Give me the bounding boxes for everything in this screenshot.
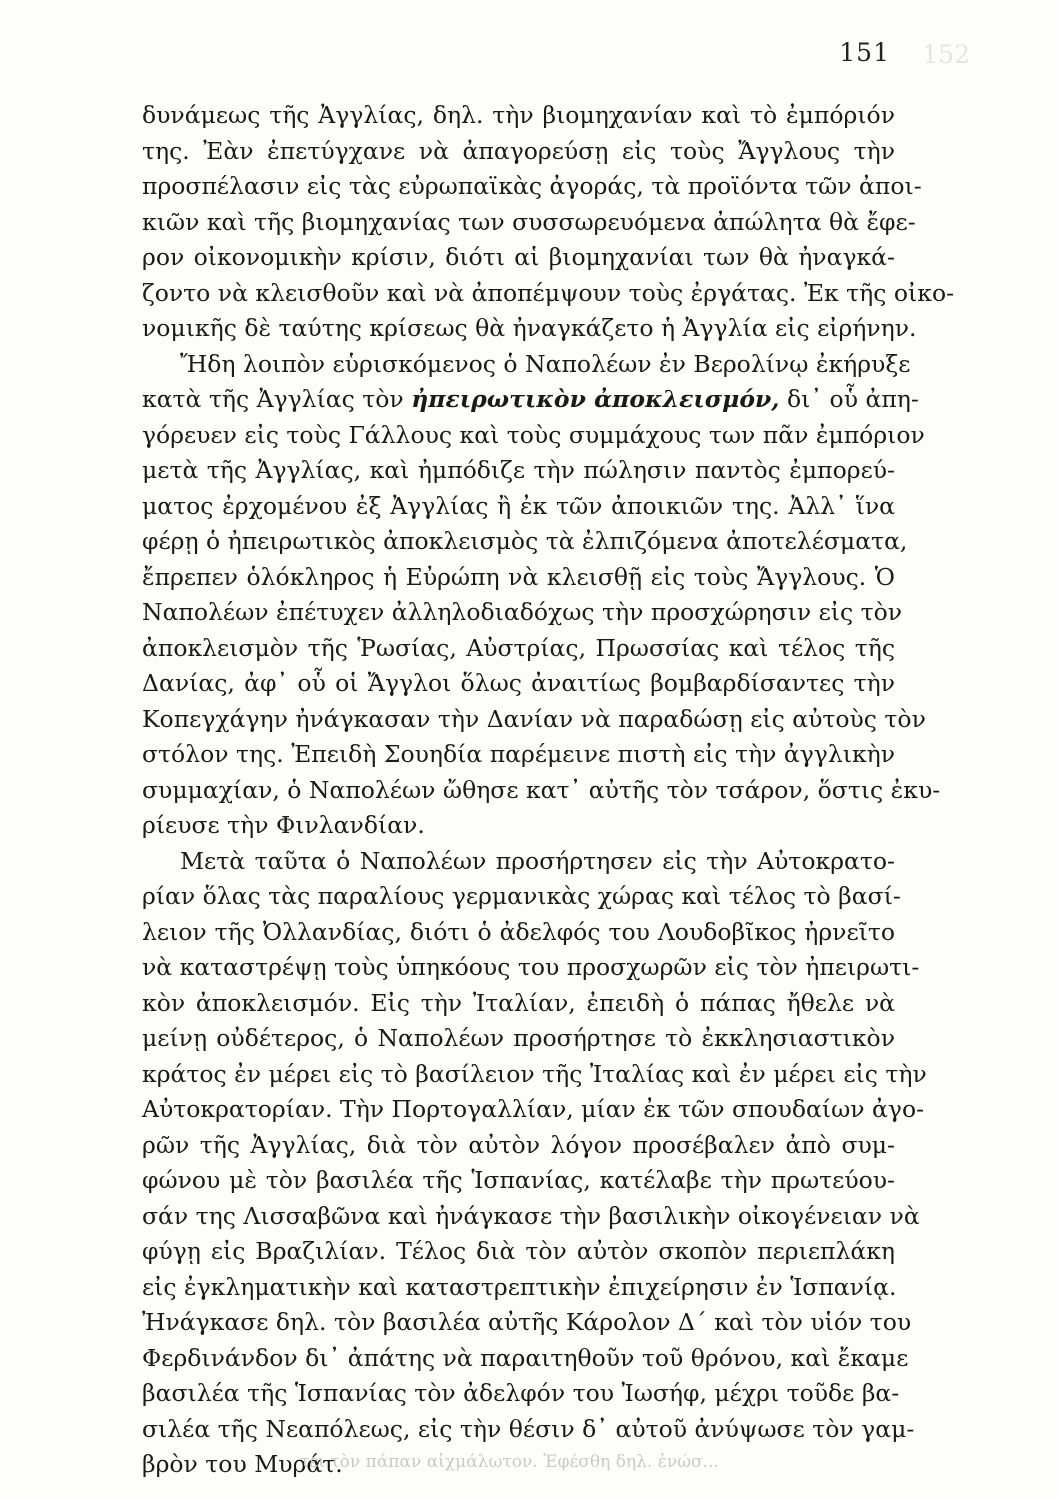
text-line bbox=[142, 382, 919, 418]
text-line: μείνῃ οὐδέτερος, ὁ Ναπολέων προσήρτησε τὸ ἐκκλησιαστικὸν bbox=[142, 1024, 895, 1052]
text-line: βασιλέα τῆς Ἱσπανίας τὸν ἀδελφόν του Ἰωσήφ, μέχρι τοῦδε βα- bbox=[142, 1379, 900, 1407]
text-line: Κοπεγχάγην ἠνάγκασαν τὴν Δανίαν νὰ παραδώσῃ εἰς αὐτοὺς τὸν bbox=[142, 704, 926, 733]
text-line: ρίαν ὅλας τὰς παραλίους γερμανικὰς χώρας καὶ τέλος τὸ βασί- bbox=[142, 882, 901, 910]
text-line: μετὰ τῆς Ἀγγλίας, καὶ ἠμπόδιζε τὴν πώλησιν παντὸς ἐμπορεύ- bbox=[142, 456, 895, 484]
text-line: φύγῃ εἰς Βραζιλίαν. Τέλος διὰ τὸν αὐτὸν σκοπὸν περιεπλάκη bbox=[142, 1237, 895, 1265]
text-line: νομικῆς δὲ ταύτης κρίσεως θὰ ἠναγκάζετο ἡ Ἀγγλία εἰς εἰρήνην. bbox=[142, 314, 917, 342]
text-line: φώνου μὲ τὸν βασιλέα τῆς Ἱσπανίας, κατέλαβε τὴν πρωτεύου- bbox=[142, 1166, 895, 1194]
bleed-through-text: τει τὸν πάπαν αἰχμάλωτον. Ἐφέσθη δηλ. ἐνώσ... bbox=[300, 1452, 719, 1472]
text-line: εἰς ἐγκληματικὴν καὶ καταστρεπτικὴν ἐπιχείρησιν ἐν Ἱσπανίᾳ. bbox=[142, 1272, 897, 1301]
emphasized-term: ἠπειρωτικὸν ἀποκλεισμόν, bbox=[411, 385, 780, 413]
page-number: 151 bbox=[839, 38, 890, 67]
text-line: σιλέα τῆς Νεαπόλεως, εἰς τὴν θέσιν δ᾽ αὐτοῦ ἀνύψωσε τὸν γαμ- bbox=[142, 1414, 915, 1443]
text-line: της. Ἐὰν ἐπετύγχανε νὰ ἀπαγορεύσῃ εἰς τοὺς Ἄγγλους τὴν bbox=[142, 136, 895, 165]
text-line: ἀποκλεισμὸν τῆς Ῥωσίας, Αὐστρίας, Πρωσσίας καὶ τέλος τῆς bbox=[142, 633, 895, 662]
text-line: Φερδινάνδον δι᾽ ἀπάτης νὰ παραιτηθοῦν τοῦ θρόνου, καὶ ἔκαμε bbox=[142, 1343, 909, 1372]
text-line: λειον τῆς Ὀλλανδίας, διότι ὁ ἀδελφός του Λουδοβῖκος ἠρνεῖτο bbox=[142, 917, 895, 946]
text-line: ματος ἐρχομένου ἐξ Ἀγγλίας ἢ ἐκ τῶν ἀποικιῶν της. Ἀλλ᾽ ἵνα bbox=[142, 491, 895, 520]
text-line: συμμαχίαν, ὁ Ναπολέων ὤθησε κατ᾽ αὐτῆς τὸν τσάρον, ὅστις ἐκυ- bbox=[142, 775, 941, 804]
text-line: ρίευσε τὴν Φινλανδίαν. bbox=[142, 811, 425, 839]
text-line: Αὐτοκρατορίαν. Τὴν Πορτογαλλίαν, μίαν ἐκ τῶν σπουδαίων ἀγο- bbox=[142, 1095, 925, 1123]
text-line: δυνάμεως τῆς Ἀγγλίας, δηλ. τὴν βιομηχανίαν καὶ τὸ ἐμπόριόν bbox=[142, 101, 895, 129]
text-line: ρῶν τῆς Ἀγγλίας, διὰ τὸν αὐτὸν λόγον προσέβαλεν ἀπὸ συμ- bbox=[142, 1130, 895, 1159]
body-text bbox=[142, 98, 955, 1483]
text-line: προσπέλασιν εἰς τὰς εὐρωπαϊκὰς ἀγοράς, τὰ προϊόντα τῶν ἀποι- bbox=[142, 172, 922, 200]
text-line: ἔπρεπεν ὁλόκληρος ἡ Εὐρώπη νὰ κλεισθῇ εἰς τοὺς Ἄγγλους. Ὁ bbox=[142, 562, 895, 591]
text-run: κατὰ τῆς Ἀγγλίας τὸν bbox=[142, 385, 412, 413]
text-line: Ναπολέων ἐπέτυχεν ἀλληλοδιαδόχως τὴν προσχώρησιν εἰς τὸν bbox=[142, 598, 903, 626]
text-line: στόλον της. Ἐπειδὴ Σουηδία παρέμεινε πιστὴ εἰς τὴν ἀγγλικὴν bbox=[142, 740, 895, 768]
text-line: φέρῃ ὁ ἠπειρωτικὸς ἀποκλεισμὸς τὰ ἐλπιζόμενα ἀποτελέσματα, bbox=[142, 527, 908, 555]
text-line: σάν της Λισσαβῶνα καὶ ἠνάγκασε τὴν βασιλικὴν οἰκογένειαν νὰ bbox=[142, 1201, 920, 1230]
text-line: κράτος ἐν μέρει εἰς τὸ βασίλειον τῆς Ἰταλίας καὶ ἐν μέρει εἰς τὴν bbox=[142, 1059, 927, 1088]
text-line: Ἠνάγκασε δηλ. τὸν βασιλέα αὐτῆς Κάρολον Δ΄ καὶ τὸν υἱόν του bbox=[142, 1308, 912, 1336]
text-line: κιῶν καὶ τῆς βιομηχανίας των συσσωρευόμενα ἀπώλητα θὰ ἔφε- bbox=[142, 207, 916, 236]
text-line: γόρευεν εἰς τοὺς Γάλλους καὶ τοὺς συμμάχους των πᾶν ἐμπόριον bbox=[142, 420, 925, 449]
text-line: κὸν ἀποκλεισμόν. Εἰς τὴν Ἰταλίαν, ἐπειδὴ ὁ πάπας ἤθελε νὰ bbox=[142, 988, 895, 1017]
text-line: ζοντο νὰ κλεισθοῦν καὶ νὰ ἀποπέμψουν τοὺς ἐργάτας. Ἐκ τῆς οἰκο- bbox=[142, 278, 955, 307]
text-line: Ἤδη λοιπὸν εὑρισκόμενος ὁ Ναπολέων ἐν Βερολίνῳ ἐκήρυξε bbox=[180, 349, 911, 378]
text-run: δι᾽ οὗ ἀπη- bbox=[779, 385, 919, 413]
bleed-through-page-number: 152 bbox=[922, 40, 970, 69]
text-line: βρὸν του Μυράτ. bbox=[142, 1450, 343, 1478]
text-line: νὰ καταστρέψῃ τοὺς ὑπηκόους του προσχωρῶν εἰς τὸν ἠπειρωτι- bbox=[142, 953, 920, 981]
text-line: Μετὰ ταῦτα ὁ Ναπολέων προσήρτησεν εἰς τὴν Αὐτοκρατο- bbox=[180, 846, 895, 875]
text-line: Δανίας, ἀφ᾽ οὗ οἱ Ἄγγλοι ὅλως ἀναιτίως βομβαρδίσαντες τὴν bbox=[142, 669, 895, 697]
text-line: ρον οἰκονομικὴν κρίσιν, διότι αἱ βιομηχανίαι των θὰ ἠναγκά- bbox=[142, 243, 895, 271]
